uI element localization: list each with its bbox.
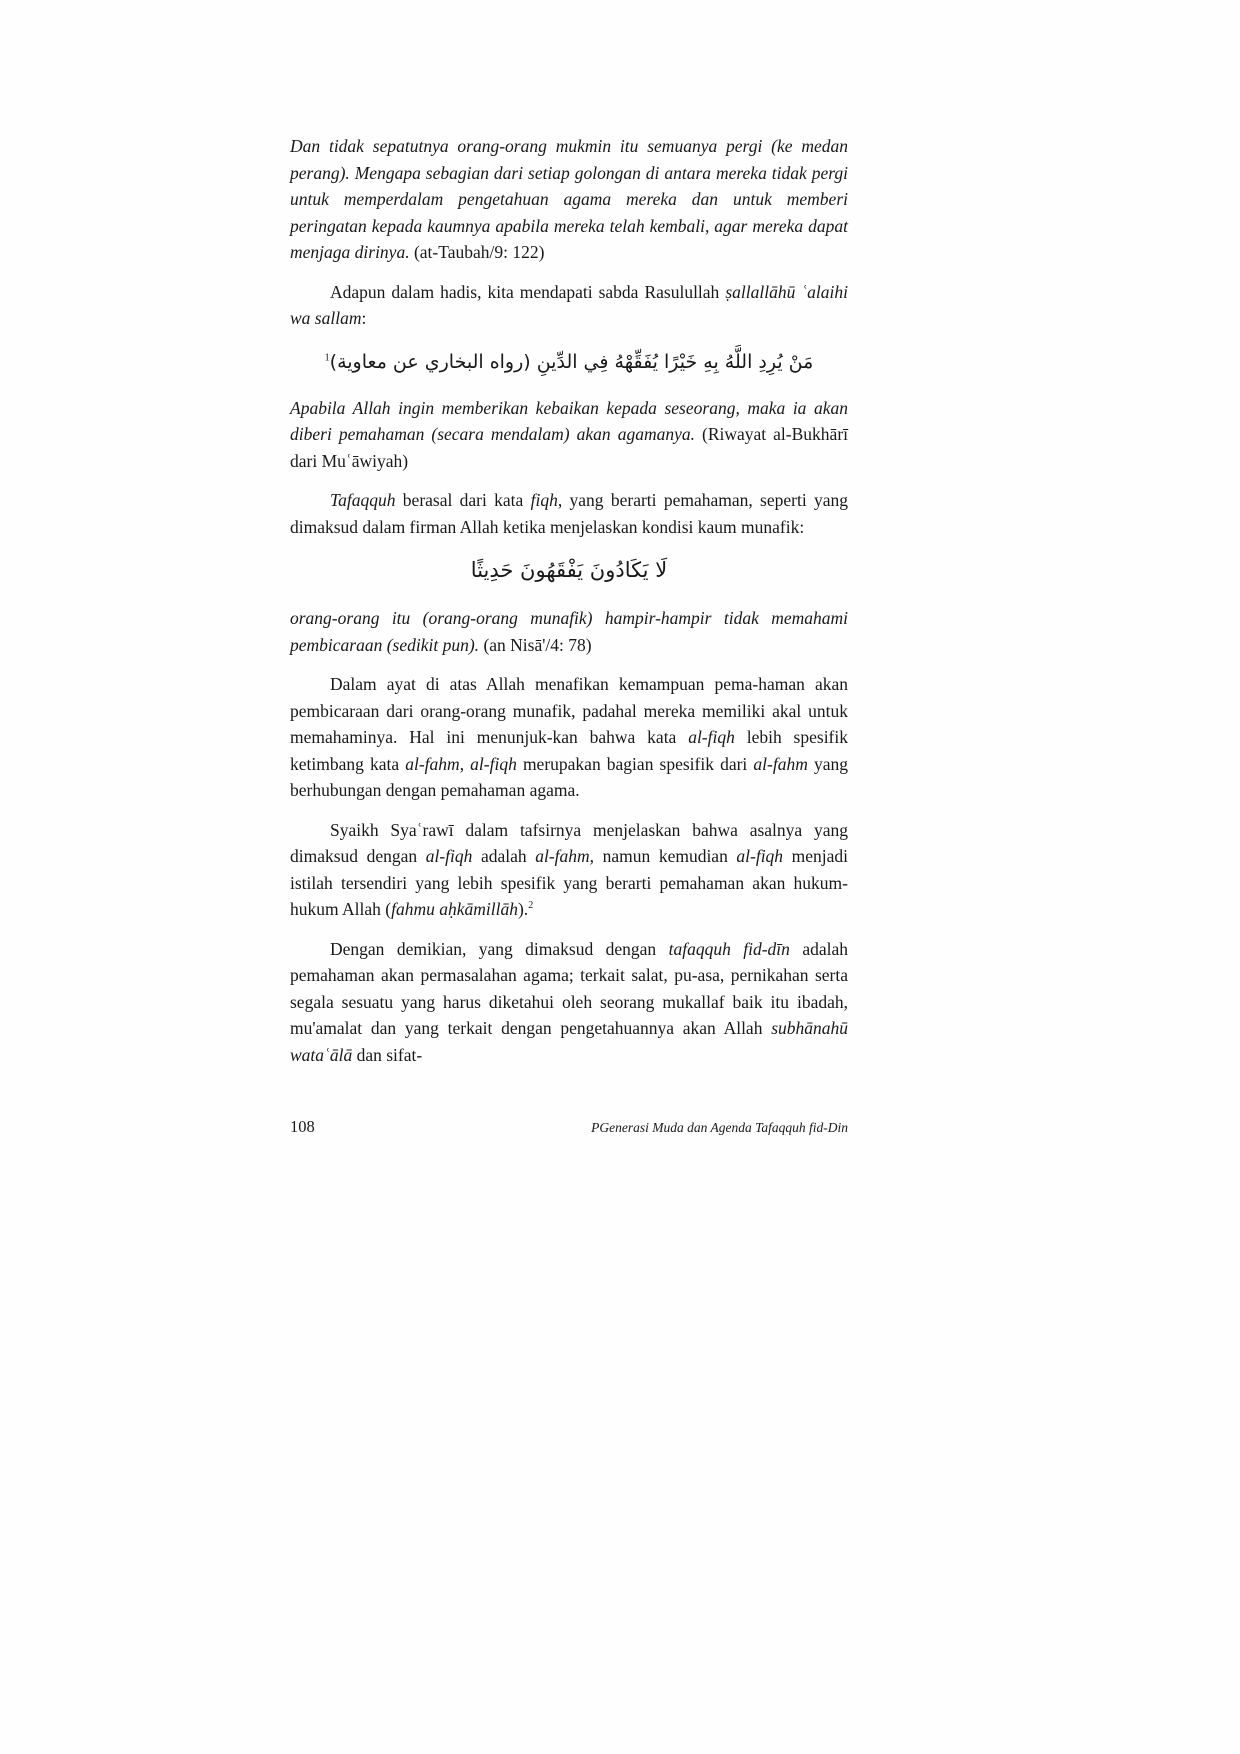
quote-text: Dan tidak sepatutnya orang-orang mukmin itu semuanya pergi (ke medan perang). Mengapa sebagian dari setiap golongan di antara mereka tidak pergi untuk memperdalam pengetahuan agama mereka dan untuk memberi peringatan kepada kaumnya apabila mereka telah kembali, agar mereka dapat menjaga dirinya.: [290, 136, 848, 262]
paragraph-text: adalah: [472, 846, 536, 866]
term-italic: al-fiqh: [425, 846, 473, 866]
paragraph-tafaqquh: [290, 487, 848, 540]
term-italic: al-fiqh: [470, 753, 517, 774]
arabic-hadith-line: [290, 345, 848, 379]
paragraph-text: , namun kemudian: [589, 846, 737, 866]
hadith-reference: (Riwayat al-Bukhārī dari Muʿāwiyah): [290, 424, 849, 471]
paragraph-text: Adapun dalam hadis, kita mendapati sabda Rasulullah: [330, 281, 726, 302]
term-italic: al-fiqh: [736, 846, 784, 866]
page-body-text: [290, 133, 848, 1081]
paragraph-text: berasal dari kata: [395, 490, 531, 510]
running-title: PGenerasi Muda dan Agenda Tafaqquh fid-Din: [591, 1120, 848, 1135]
paragraph-text: adalah pemahaman akan permasalahan agama; terkait salat, pu-asa, pernikahan serta segala sesuatu yang harus diketahui oleh seorang mukallaf baik itu ibadah, mu'amalat dan yang terkait dengan pengetahuannya akan Allah: [290, 938, 849, 1038]
paragraph-text: lebih spesifik ketimbang kata: [290, 727, 849, 774]
quote-text: Apabila Allah ingin memberikan kebaikan kepada seseorang, maka ia akan diberi pemahaman (secara mendalam) akan agamanya.: [290, 397, 848, 444]
paragraph-text: dan sifat-: [352, 1044, 423, 1065]
paragraph-text: merupakan bagian spesifik dari: [516, 753, 754, 774]
paragraph-dengan-demikian: [290, 936, 848, 1069]
verse-reference: (at-Taubah/9: 122): [413, 242, 545, 262]
paragraph-text: , yang berarti pemahaman, seperti yang dimaksud dalam firman Allah ketika menjelaskan kondisi kaum munafik:: [290, 490, 849, 537]
blockquote-bukhari: [290, 395, 848, 475]
quote-text: orang-orang itu (orang-orang munafik) hampir-hampir tidak memahami pembicaraan (sedikit pun).: [290, 608, 848, 655]
blockquote-nisa: [290, 605, 848, 658]
arabic-verse-line: [290, 553, 848, 587]
footnote-mark-2: 2: [528, 900, 534, 912]
honorific-phrase: subhānahū wataʿālā: [290, 1018, 848, 1065]
verse-reference: (an Nisā'/4: 78): [483, 634, 592, 655]
term-italic: Tafaqquh: [330, 490, 396, 510]
term-italic: al-fahm: [405, 753, 460, 774]
arabic-verse-text: لَا يَكَادُونَ يَفْقَهُونَ حَدِيثًا: [470, 558, 668, 582]
paragraph-text: :: [361, 308, 367, 328]
paragraph-text: menjadi istilah tersendiri yang lebih spesifik yang berarti pemahaman akan hukum-hukum Allah (: [290, 846, 849, 919]
paragraph-hadis-intro: [290, 279, 848, 332]
arabic-hadith-text: مَنْ يُرِدِ اللَّهُ بِهِ خَيْرًا يُفَقِّهْهُ فِي الدِّينِ (رواه البخاري عن معاوية): [329, 350, 814, 373]
page-footer: [290, 1117, 848, 1137]
blockquote-taubah: [290, 133, 848, 266]
term-italic: tafaqquh fid-dīn: [668, 938, 790, 959]
paragraph-text: ).: [517, 899, 529, 919]
honorific-phrase: ṣallallāhū ʿalaihi wa sallam: [290, 281, 848, 328]
paragraph-text: ,: [459, 753, 471, 774]
paragraph-text: Syaikh Syaʿrawī dalam tafsirnya menjelaskan bahwa asalnya yang dimaksud dengan: [290, 819, 848, 866]
paragraph-dalam-ayat: [290, 671, 848, 804]
footnote-mark-1: 1: [324, 352, 330, 364]
term-italic: fahmu aḥkāmillāh: [391, 899, 518, 919]
term-italic: al-fahm: [535, 846, 590, 866]
paragraph-syaikh: [290, 817, 848, 923]
paragraph-text: yang berhubungan dengan pemahaman agama.: [290, 753, 848, 800]
paragraph-text: Dengan demikian, yang dimaksud dengan: [330, 938, 669, 959]
term-italic: al-fahm: [753, 753, 808, 774]
paragraph-text: Dalam ayat di atas Allah menafikan kemampuan pema-haman akan pembicaraan dari orang-orang munafik, padahal mereka memiliki akal untuk memahaminya. Hal ini menunjuk-kan bahwa kata: [290, 674, 848, 747]
page-number: 108: [290, 1117, 315, 1136]
term-italic: fiqh: [530, 490, 558, 510]
term-italic: al-fiqh: [688, 727, 735, 747]
